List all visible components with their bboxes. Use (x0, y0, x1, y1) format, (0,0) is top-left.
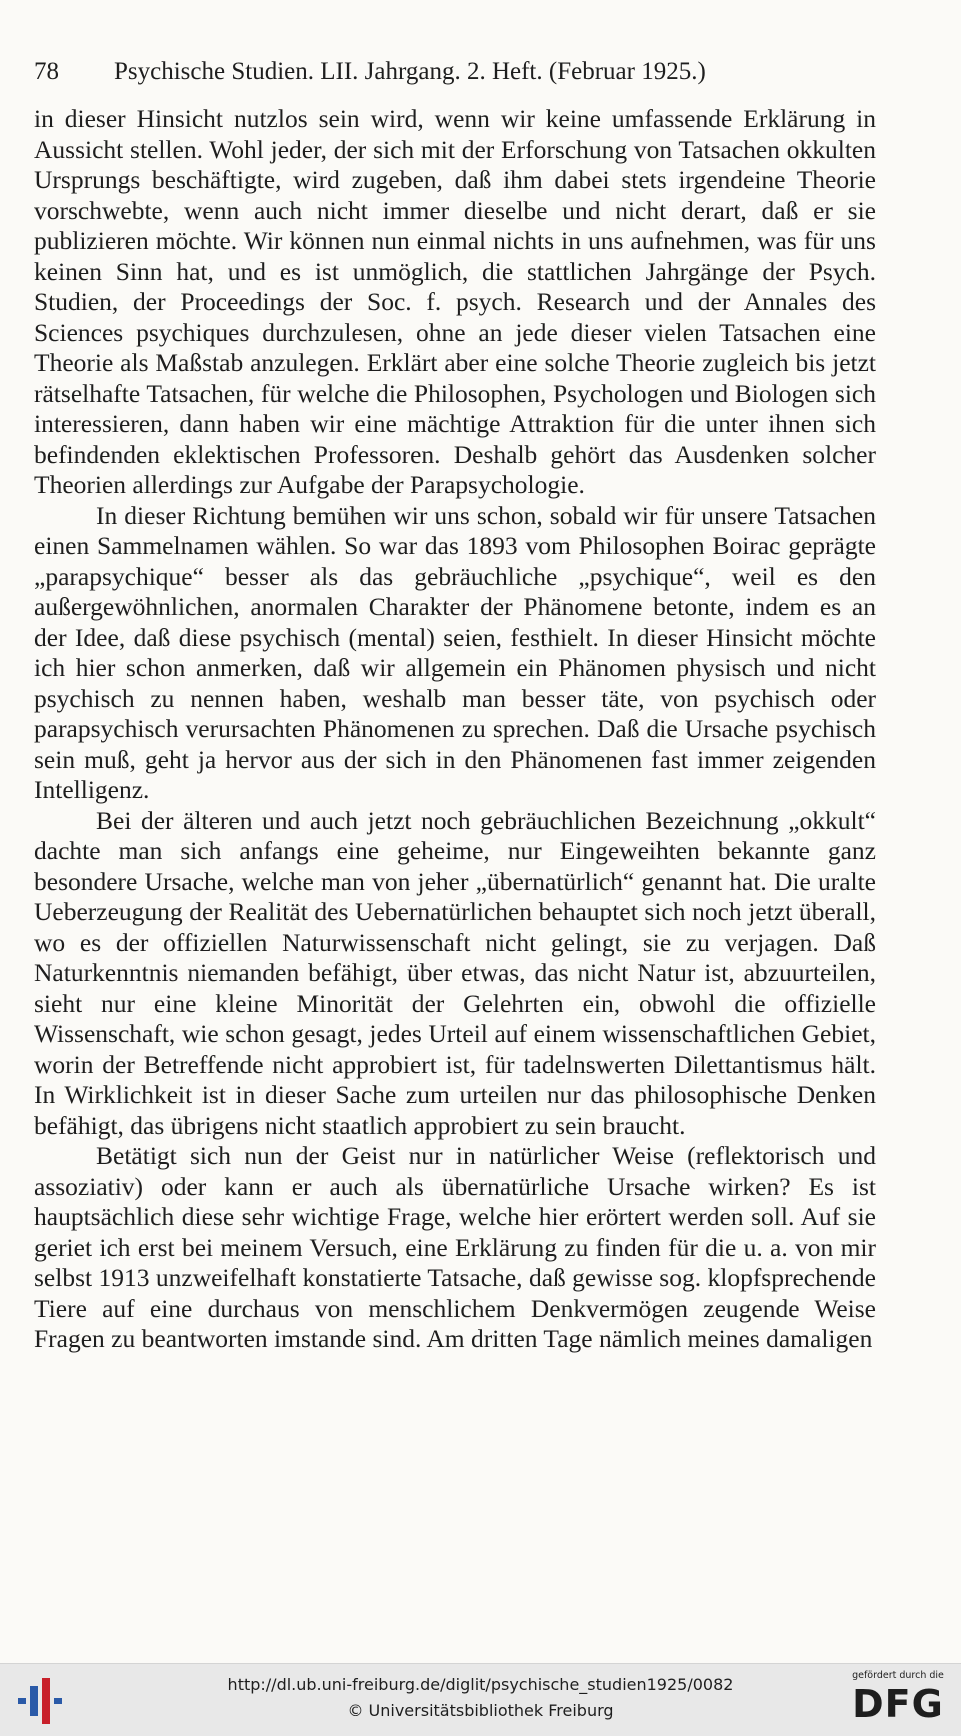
source-url-link[interactable]: http://dl.ub.uni-freiburg.de/diglit/psychische_studien1925/0082 (227, 1675, 734, 1694)
funding-caption: gefördert durch die (852, 1670, 944, 1681)
paragraph-1: in dieser Hinsicht nutzlos sein wird, wenn wir keine umfassende Erklärung in Aussicht stellen. Wohl jeder, der sich mit der Erforschung von Tatsachen okkulten Ursprungs beschäftigte, wird zugeben, daß ihm dabei stets irgendeine Theorie vorschwebte, wenn auch nicht immer dieselbe und nicht derart, daß er sie publizieren möchte. Wir können nun einmal nichts in uns aufnehmen, was für uns keinen Sinn hat, und es ist unmöglich, die stattlichen Jahrgänge der Psych. Studien, der Proceedings der Soc. f. psych. Research und der Annales des Sciences psychiques durchzulesen, ohne an jede dieser vielen Tatsachen eine Theorie als Maßstab anzulegen. Erklärt aber eine solche Theorie zugleich bis jetzt rätselhafte Tatsachen, für welche die Philosophen, Psychologen und Biologen sich interessieren, dann haben wir eine mächtige Attraktion für die unter ihnen sich befindenden eklektischen Professoren. Deshalb gehört das Ausdenken solcher Theorien allerdings zur Aufgabe der Parapsychologie. (34, 104, 876, 499)
footer-bar (0, 1663, 961, 1736)
page-header (34, 52, 804, 92)
page-number: 78 (34, 58, 59, 85)
funding-notice (845, 1670, 951, 1730)
paragraph-4: Betätigt sich nun der Geist nur in natürlicher Weise (reflektorisch und assoziativ) oder kann er auch als übernatürliche Ursache wirken? Es ist hauptsächlich diese sehr wichtige Frage, welche hier erörtert werden soll. Auf sie geriet ich erst bei meinem Versuch, eine Erklärung zu finden für die u. a. von mir selbst 1913 unzweifelhaft konstatierte Tatsache, daß gewisse sog. klopfsprechende Tiere auf eine durchaus von menschlichem Denkvermögen zeugende Weise Fragen zu beantworten imstande sind. Am dritten Tage nämlich meines damaligen (34, 1141, 876, 1353)
running-title: Psychische Studien. LII. Jahrgang. 2. Heft. (Februar 1925.) (114, 58, 706, 85)
library-logo-icon (18, 1678, 66, 1724)
copyright-notice: © Universitätsbibliothek Freiburg (347, 1701, 614, 1720)
paragraph-3: Bei der älteren und auch jetzt noch gebräuchlichen Bezeichnung „okkult“ dachte man sich anfangs eine geheime, nur Eingeweihten bekannte ganz besondere Ursache, welche man von jeher „übernatürlich“ genannt hat. Die uralte Ueberzeugung der Realität des Uebernatürlichen behauptet sich noch jetzt überall, wo es der offiziellen Naturwissenschaft nicht gelingt, sie zu verjagen. Daß Naturkenntnis niemanden befähigt, über etwas, das nicht Natur ist, abzuurteilen, sieht nur eine kleine Minorität der Gelehrten ein, obwohl die offizielle Wissenschaft, wie schon gesagt, jedes Urteil auf einem wissenschaftlichen Gebiet, worin der Betreffende nicht approbiert ist, für tadelnswerten Dilettantismus hält. In Wirklichkeit ist in dieser Sache zum urteilen nur das philosophische Denken befähigt, das übrigens nicht staatlich approbiert zu sein braucht. (34, 805, 876, 1140)
dfg-logo: DFG (852, 1682, 944, 1726)
paragraph-2: In dieser Richtung bemühen wir uns schon, sobald wir für unsere Tatsachen einen Sammelnamen wählen. So war das 1893 vom Philosophen Boirac geprägte „parapsychique“ besser als das gebräuchliche „psychique“, weil es den außergewöhnlichen, anormalen Charakter der Phänomene betonte, indem es an der Idee, daß diese psychisch (mental) seien, festhielt. In dieser Hinsicht möchte ich hier schon anmerken, daß wir allgemein ein Phänomen physisch und nicht psychisch zu nennen haben, weshalb man besser täte, von psychisch oder parapsychisch verursachten Phänomenen zu sprechen. Daß die Ursache psychisch sein muß, geht ja hervor aus der sich in den Phänomenen fast immer zeigenden Intelligenz. (34, 500, 876, 804)
footer-text (150, 1672, 811, 1724)
body-text (34, 104, 876, 1355)
